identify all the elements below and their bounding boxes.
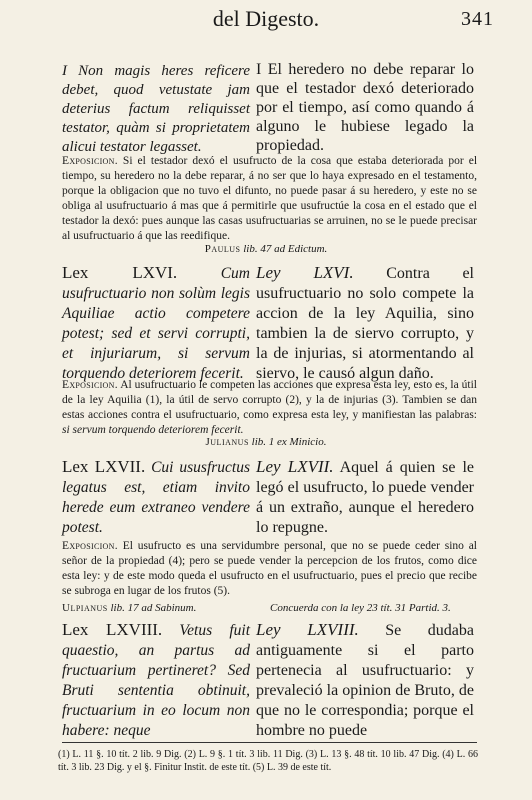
law-heading-spanish: Ley LXVII. bbox=[256, 457, 334, 476]
exposition-label: Exposicion. bbox=[62, 540, 118, 552]
exposition-label: Exposicion. bbox=[62, 379, 118, 391]
exposition-quote: si servum torquendo deteriorem fecerit. bbox=[62, 424, 244, 436]
exposition-2 bbox=[62, 378, 477, 438]
exposition-text: Si el testador dexó el usufructo de la cosa que estaba deteriorada por el tiempo, su heredero no la debe reparar, á no ser que lo haya expresado en el testamento, porque la obligacion que no tuvo el difunto, no puede pasar á su heredero, y este no se obliga al usufructuario á mas que á permitirle que usufructúe la cosa en el estado que el testador la dexó: pues aunque las casas usufructuarias se arruinen, no se le puede precisar al usufructuario á que las reedifique. bbox=[62, 155, 478, 242]
footnotes: (1) L. 11 §. 10 tít. 2 lib. 9 Dig. (2) L. 9 §. 1 tít. 3 lib. 11 Dig. (3) L. 13 §. 48 tít. 10 lib. 47 Dig. (4) L. 66 tít. 3 lib. 23 Dig. y el §. Finitur Instit. de este tít. (5) L. 39 de este tít. bbox=[58, 749, 478, 773]
spanish-paragraph-1: I El heredero no debe reparar lo que el testador dexó deteriorado por el tiempo, así como quando á alguno le hubiese legado la propiedad. bbox=[256, 61, 474, 154]
spanish-law-66 bbox=[256, 263, 474, 384]
exposition-text: El usufructo es una servidumbre personal, que no se puede ceder sino al señor de la propiedad (4); pero se puede vender la percepcion de los frutos, como dice esta ley: y de este modo queda el usufructo en el usufructuario, pues el precio que recibe se subroga en lugar de los frutos (5). bbox=[62, 540, 477, 597]
latin-law-66 bbox=[62, 263, 250, 384]
source-author: Ulpianus bbox=[62, 602, 108, 614]
running-title: del Digesto. bbox=[212, 6, 320, 31]
law-heading-latin: Lex LXVI. bbox=[62, 263, 178, 282]
source-ref: lib. 17 ad Sabinum. bbox=[110, 602, 197, 614]
law-text-latin: Cum usufructuario non solùm legis Aquiliae actio competere potest; sed et servi corrupti, et injuriarum, si servum torquendo deteriorem fecerit. bbox=[62, 265, 251, 382]
exposition-3 bbox=[62, 539, 477, 599]
source-ref: lib. 1 ex Minicio. bbox=[251, 436, 327, 448]
law-heading-spanish: Ley LXVI. bbox=[256, 263, 354, 282]
exposition-1 bbox=[62, 154, 477, 244]
law-text-spanish: Contra el usufructuario no solo compete la accion de la ley Aquilia, sino tambien la de siervo corrupto, y la de injurias, si atormentando al siervo, le causó algun daño. bbox=[256, 265, 474, 382]
latin-paragraph-1: I Non magis heres reficere debet, quod vetustate jam deterius factum reliquisset testator, quàm si proprietatem alicui testator legasset. bbox=[62, 63, 250, 155]
running-header bbox=[0, 6, 532, 34]
law-heading-latin: Lex LXVII. bbox=[62, 457, 146, 476]
law-heading-spanish: Ley LXVIII. bbox=[256, 620, 359, 639]
exposition-text: Al usufructuario le competen las acciones que expresa esta ley, esto es, la útil de la ley Aquilia (1), la útil de servo corrupto (2), y la de injurias (3). Tambien se dan estas acciones contra el usufructuario, como expresa esta ley, y manifiestan las palabras: bbox=[62, 379, 477, 421]
latin-law-68 bbox=[62, 620, 250, 741]
law-heading-latin: Lex LXVIII. bbox=[62, 620, 163, 639]
law-text-latin: Vetus fuit quaestio, an partus ad fructuarium pertineret? Sed Bruti sententia obtinuit, fructuarium in eo locum non habere: neque bbox=[62, 622, 251, 739]
footnote-divider bbox=[62, 742, 477, 743]
spanish-law-67 bbox=[256, 457, 474, 538]
law-text-spanish: Aquel á quien se le legó el usufructo, lo puede vender á un extraño, aunque el heredero lo repugne. bbox=[256, 459, 475, 536]
source-citation-2 bbox=[0, 436, 532, 448]
exposition-label: Exposicion. bbox=[62, 155, 118, 167]
source-citation-3 bbox=[62, 602, 252, 614]
page-number: 341 bbox=[461, 8, 494, 30]
source-citation-1 bbox=[0, 243, 532, 255]
source-author: Paulus bbox=[204, 243, 241, 255]
law-text-spanish: Se dudaba antiguamente si el parto pertenecia al usufructuario: y prevaleció la opinion de Bruto, de que no le correspondia; porque el hombre no puede bbox=[256, 622, 474, 739]
source-ref: lib. 47 ad Edictum. bbox=[243, 243, 328, 255]
latin-law-67 bbox=[62, 457, 250, 538]
concordance-citation: Concuerda con la ley 23 tít. 31 Partid. 3. bbox=[270, 602, 451, 614]
spanish-law-68 bbox=[256, 620, 474, 741]
source-author: Julianus bbox=[205, 436, 249, 448]
law-text-latin: Cui ususfructus legatus est, etiam invito herede eum extraneo vendere potest. bbox=[62, 459, 250, 536]
